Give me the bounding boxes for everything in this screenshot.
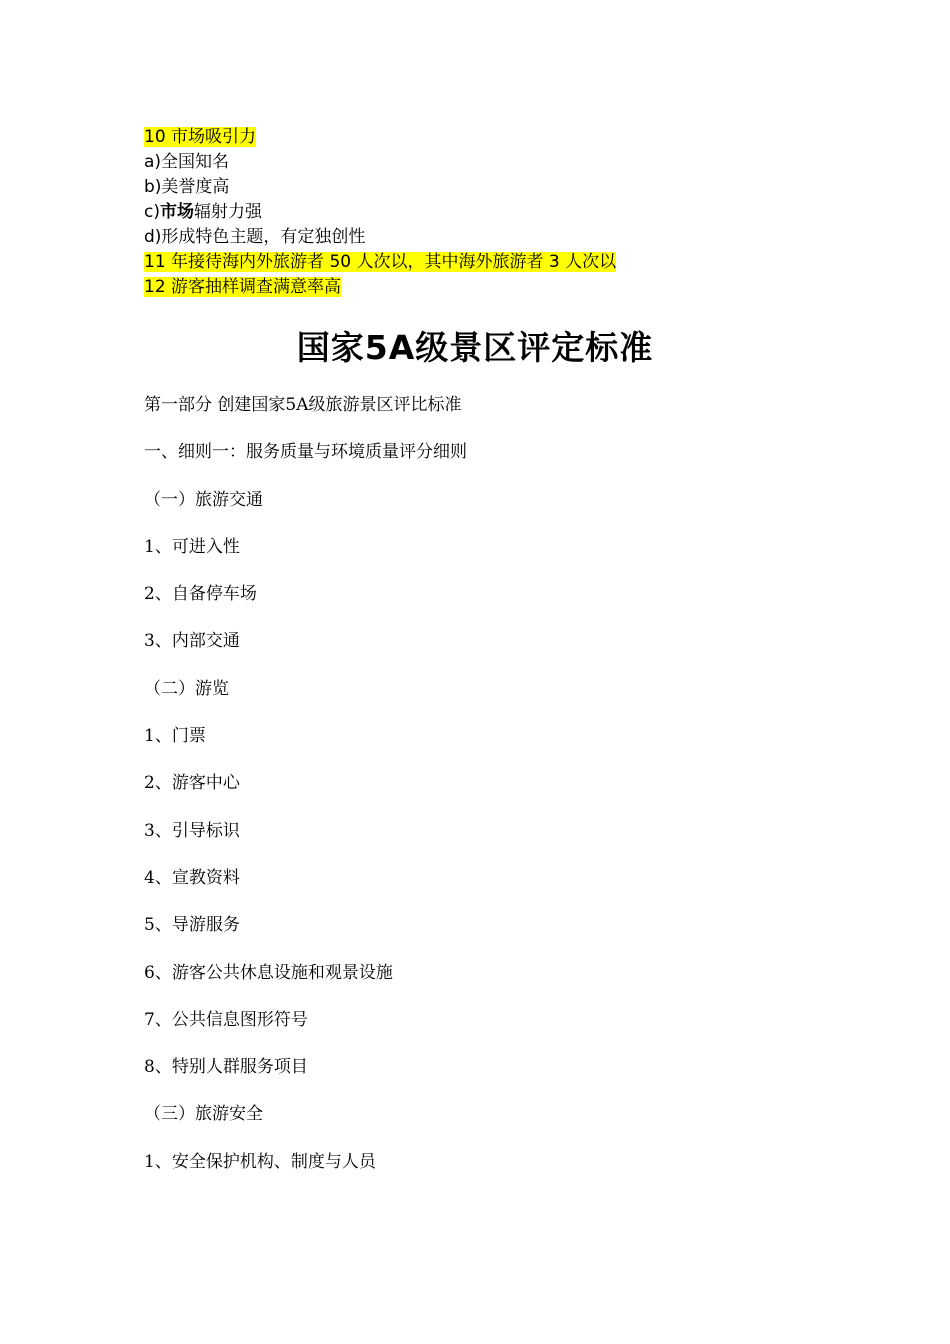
outline-item: 1、安全保护机构、制度与人员: [144, 1151, 376, 1172]
outline-item: 5、导游服务: [144, 915, 240, 936]
criterion-12: [144, 275, 616, 300]
outline-item: 2、游客中心: [144, 773, 240, 794]
criterion-11: [144, 250, 616, 275]
outline-item: 第一部分 创建国家5A级旅游景区评比标准: [144, 395, 462, 415]
document-title: 国家5A级景区评定标准: [296, 328, 654, 367]
criterion-c-bold: 市场: [159, 202, 194, 222]
outline-item: 7、公共信息图形符号: [144, 1009, 308, 1030]
outline-item: 8、特别人群服务项目: [144, 1057, 308, 1078]
criterion-c: [144, 200, 616, 225]
criteria-list: [144, 125, 616, 300]
outline-item: （三）旅游安全: [144, 1104, 263, 1125]
criterion-12-text: 12 游客抽样调查满意率高: [144, 277, 342, 297]
outline-item: （一）旅游交通: [144, 489, 263, 510]
criterion-10: [144, 125, 616, 150]
outline-item: 3、引导标识: [144, 820, 240, 841]
outline-item: 1、可进入性: [144, 536, 240, 557]
criterion-d: d)形成特色主题，有定独创性: [144, 227, 366, 247]
criterion-a: a)全国知名: [144, 152, 230, 172]
outline-list: [144, 392, 467, 1196]
outline-item: （二）游览: [144, 678, 229, 699]
criterion-c-prefix: c): [144, 202, 160, 222]
criterion-c-rest: 辐射力强: [193, 202, 262, 222]
criterion-11-text: 11 年接待海内外旅游者 50 人次以，其中海外旅游者 3 人次以: [144, 252, 617, 272]
criterion-b: b)美誉度高: [144, 177, 230, 197]
outline-item: 3、内部交通: [144, 631, 240, 652]
outline-item: 1、门票: [144, 726, 206, 747]
outline-item: 4、宣教资料: [144, 867, 240, 888]
outline-item: 一、细则一：服务质量与环境质量评分细则: [144, 442, 467, 463]
criterion-10-text: 10 市场吸引力: [144, 127, 257, 147]
outline-item: 2、自备停车场: [144, 584, 257, 605]
outline-item: 6、游客公共休息设施和观景设施: [144, 962, 393, 983]
